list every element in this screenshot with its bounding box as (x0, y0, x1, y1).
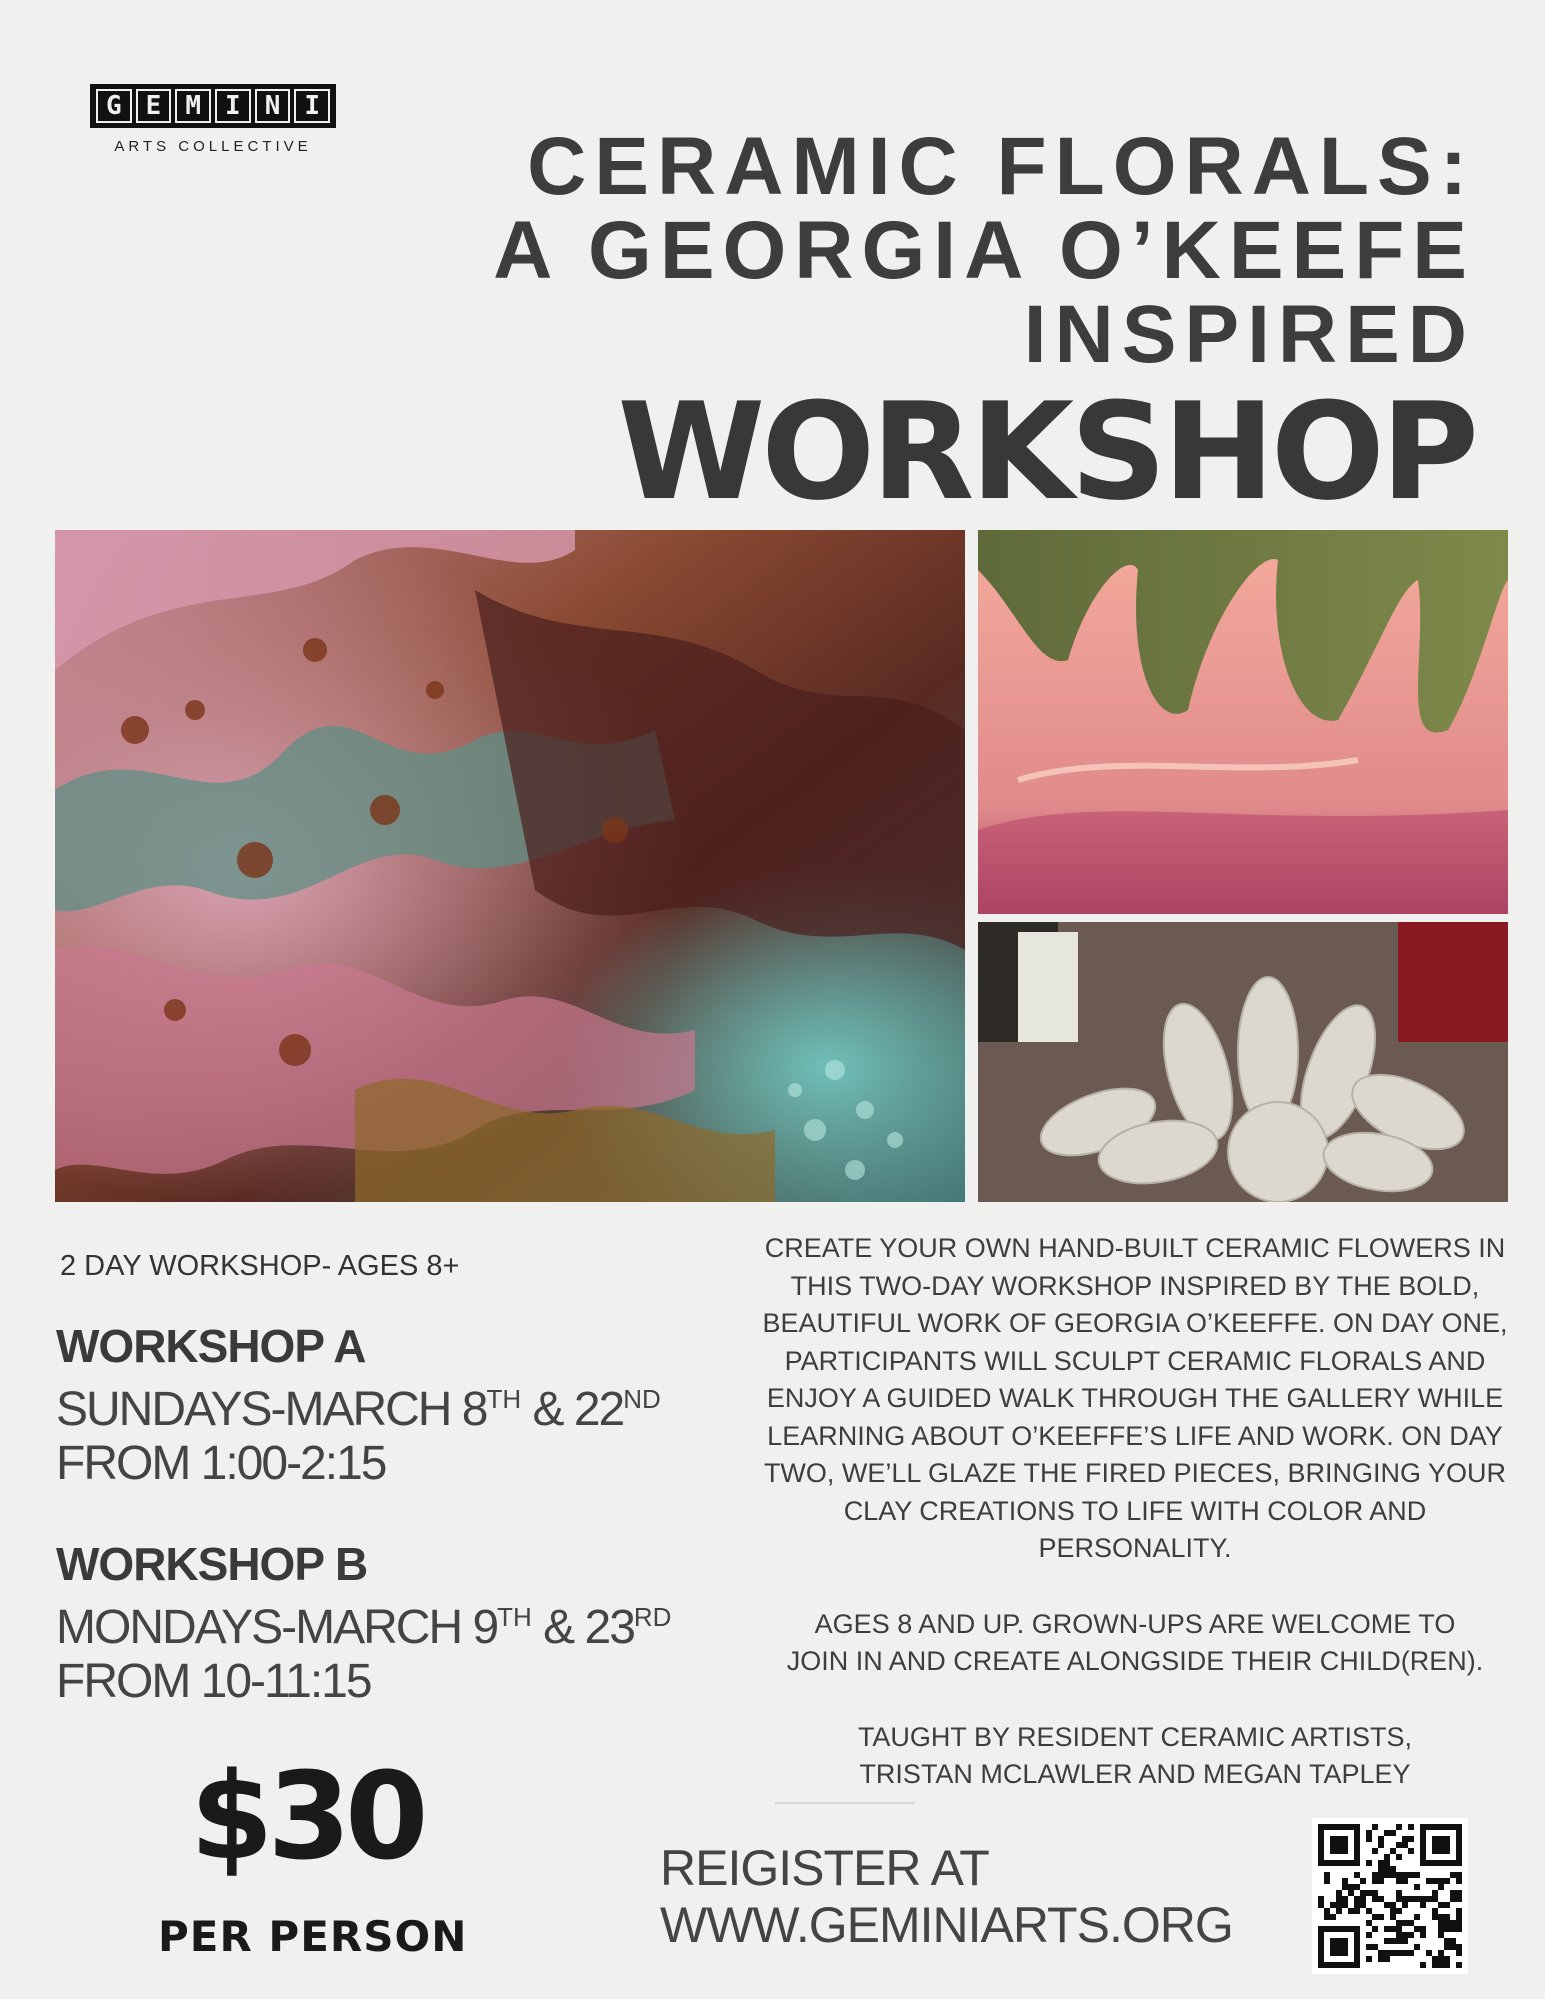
ordinal-suffix: TH (486, 1384, 522, 1414)
workshop-a-title: WORKSHOP A (56, 1320, 366, 1372)
workshop-b-title: WORKSHOP B (56, 1538, 368, 1590)
register-url[interactable]: WWW.GEMINIARTS.ORG (660, 1897, 1233, 1953)
title-line-1: CERAMIC FLORALS: (527, 121, 1475, 212)
workshop-a-date-1: SUNDAYS-MARCH 8 (56, 1383, 487, 1436)
price-amount: $30 (190, 1748, 423, 1887)
ordinal-suffix: RD (633, 1602, 672, 1632)
qr-code-icon[interactable] (1312, 1818, 1468, 1974)
workshop-a (56, 1320, 661, 1491)
description-ages-line-1: AGES 8 AND UP. GROWN-UPS ARE WELCOME TO (814, 1608, 1456, 1639)
workshop-b-time: FROM 10-11:15 (56, 1655, 371, 1708)
description-instructors-line-2: TRISTAN MCLAWLER AND MEGAN TAPLEY (859, 1759, 1411, 1789)
price-per-person: PER PERSON (158, 1912, 468, 1961)
title-line-3: INSPIRED (1023, 289, 1475, 380)
logo-wordmark (90, 84, 336, 128)
ordinal-suffix: ND (623, 1384, 661, 1414)
logo-letter: G (96, 89, 132, 123)
workshop-a-dates (56, 1372, 661, 1437)
workshop-b-date-1: MONDAYS-MARCH 9 (56, 1601, 498, 1654)
logo-letter: I (294, 89, 330, 123)
photo-glazed-ceramic (55, 530, 965, 1202)
title-workshop: WORKSHOP (617, 374, 1475, 530)
register-info (660, 1840, 1233, 1954)
workshop-description (760, 1230, 1510, 1794)
workshop-a-time: FROM 1:00-2:15 (56, 1437, 386, 1490)
logo-letter: N (255, 89, 291, 123)
workshop-b (56, 1538, 671, 1709)
workshop-subtitle: 2 DAY WORKSHOP- AGES 8+ (60, 1250, 460, 1282)
fine-print (775, 1792, 915, 1796)
description-ages-line-2: JOIN IN AND CREATE ALONGSIDE THEIR CHILD(REN). (786, 1646, 1484, 1676)
gemini-logo (90, 84, 350, 155)
photo-pink-ceramic-flower (978, 530, 1508, 914)
description-instructors-line-1: TAUGHT BY RESIDENT CERAMIC ARTISTS, (857, 1721, 1413, 1752)
register-label: REIGISTER AT (660, 1840, 989, 1896)
logo-letter: E (136, 89, 172, 123)
description-paragraph: CREATE YOUR OWN HAND-BUILT CERAMIC FLOWERS IN THIS TWO-DAY WORKSHOP INSPIRED BY THE BOLD, BEAUTIFUL WORK OF GEORGIA O’KEEFFE. ON DAY ONE, PARTICIPANTS WILL SCULPT CERAMIC FLORALS AND ENJOY A GUIDED WALK THROUGH THE GALLERY WHILE LEARNING ABOUT O’KEEFFE’S LIFE AND WORK. ON DAY TWO, WE’LL GLAZE THE FIRED PIECES, BRINGING YOUR CLAY CREATIONS TO LIFE WITH COLOR AND PERSONALITY. (762, 1233, 1508, 1563)
workshop-a-date-2: & 22 (521, 1383, 624, 1436)
logo-subtitle: ARTS COLLECTIVE (114, 138, 312, 155)
qr-code-pattern (1318, 1824, 1462, 1968)
ordinal-suffix: TH (497, 1602, 532, 1632)
page-title (493, 121, 1475, 530)
logo-letter: I (215, 89, 251, 123)
photo-white-ceramic-flower (978, 922, 1508, 1202)
workshop-b-date-2: & 23 (531, 1601, 634, 1654)
title-line-2: A GEORGIA O’KEEFE (493, 205, 1475, 296)
logo-letter: M (175, 89, 211, 123)
workshop-b-dates (56, 1590, 671, 1655)
